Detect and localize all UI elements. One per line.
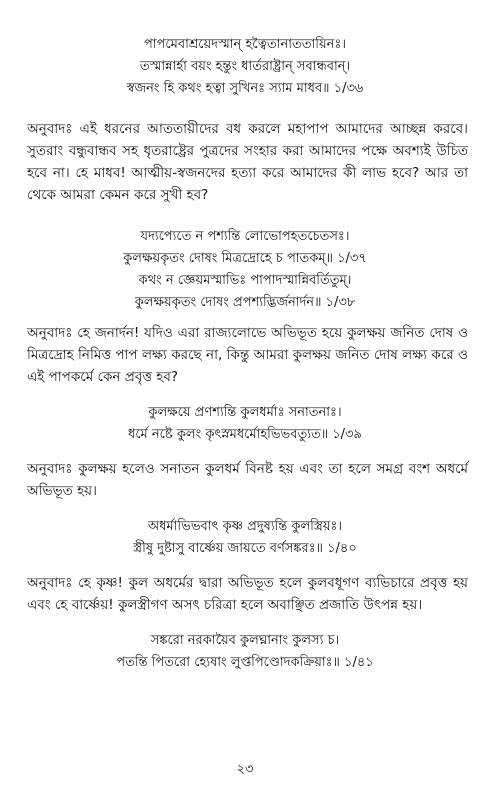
- verse-block-1-37-38: [0, 226, 490, 314]
- translation-block-1-36: [0, 118, 490, 206]
- translation-line: করবে। সুতরাং বন্ধুবান্ধব সহ ধৃতরাষ্ট্রের পুত্রদের সংহার করা আমাদের পক্ষে: [27, 121, 468, 159]
- verse-line: কুলক্ষয়ে প্রণশ্যন্তি কুলধর্মাঃ সনাতনাঃ।: [148, 405, 342, 420]
- translation-paragraph: [27, 118, 468, 206]
- translation-line: অবশ্যই উচিত হবে না। হে মাধব! আত্মীয়-স্বজনদের হত্যা করে আমাদের: [27, 143, 468, 181]
- translation-block-1-39: [0, 458, 490, 502]
- verse-block-1-40: [0, 516, 490, 560]
- verse-line: কুলক্ষয়কৃতং দোষং মিত্রদ্রোহে চ পাতকম্॥ ১/৩৭: [123, 251, 367, 266]
- translation-block-1-37-38: [0, 322, 490, 388]
- translation-block-1-40: [0, 572, 490, 616]
- translation-line: দোষ ও মিত্রদ্রোহ নিমিত্ত পাপ লক্ষ্য করছে না, কিন্তু আমরা কুলক্ষয় জনিত: [27, 325, 469, 363]
- verse-line: পাপমেবাশ্রয়েদস্মান্ হত্বৈতানাততায়িনঃ।: [143, 37, 347, 52]
- translation-line: দোষ লক্ষ্য করে ও এই পাপকর্মে কেন প্রবৃত্ত হব?: [27, 347, 469, 385]
- translation-line: অনুবাদঃ এই ধরনের আততায়ীদের বধ করলে মহাপাপ আমাদের আচ্ছন্ন: [27, 121, 427, 137]
- verse-block-1-36: [0, 34, 490, 100]
- translation-line: অধর্মে অভিভূত হয়।: [27, 461, 468, 499]
- verse-line: পতন্তি পিতরো হ্যেষাং লুপ্তপিণ্ডোদকক্রিয়াঃ॥ ১/৪১: [116, 655, 374, 670]
- verse-line: ধর্মে নষ্টে কুলং কৃৎস্নমধর্মোহভিভবত্যুত॥ ১/৩৯: [128, 427, 362, 442]
- verse-line: কুলক্ষয়কৃতং দোষং প্রপশ্যদ্ভির্জনার্দন॥ ১/৩৮: [134, 295, 356, 310]
- translation-paragraph: [27, 322, 468, 388]
- verse-block-1-41: [0, 630, 490, 674]
- translation-line: অনুবাদঃ হে কৃষ্ণ! কুল অধর্মের দ্বারা অভিভূত হলে কুলবধূগণ ব্যভিচারে: [27, 575, 415, 591]
- translation-line: অনুবাদঃ হে জনার্দন! যদিও এরা রাজ্যলোভে অভিভূত হয়ে কুলক্ষয় জনিত: [27, 325, 425, 341]
- verse-line: কথং ন জ্ঞেয়মস্মাভিঃ পাপাদস্মান্নিবর্তিতুম্।: [138, 273, 352, 288]
- verse-line: অধর্মাভিভবাৎ কৃষ্ণ প্রদুষ্যন্তি কুলস্ত্রিয়ঃ।: [147, 519, 343, 534]
- verse-line: স্বজনং হি কথং হত্বা সুখিনঃ স্যাম মাধব॥ ১/৩৬: [126, 81, 364, 96]
- page-number: ২৩: [236, 762, 254, 777]
- translation-line: কী লাভ হবে? আর তা থেকে আমরা কেমন করে সুখী হব?: [27, 165, 468, 203]
- translation-paragraph: [27, 572, 468, 616]
- translation-line: অনুবাদঃ কুলক্ষয় হলেও সনাতন কুলধর্ম বিনষ্ট হয় এবং তা হলে সমগ্র বংশ: [27, 461, 431, 477]
- verse-line: স্ত্রীষু দুষ্টাসু বার্ষ্ণেয় জায়তে বর্ণসঙ্করঃ॥ ১/৪০: [133, 541, 357, 556]
- translation-line: প্রবৃত্ত হয় এবং হে বার্ষ্ণেয়! কুলস্ত্রীগণ অসৎ চরিত্রা হলে অবাঞ্ছিত প্রজাতি: [27, 575, 468, 613]
- translation-line: উৎপন্ন হয়।: [363, 597, 423, 613]
- verse-line: যদ্যপ্যেতে ন পশ্যন্তি লোভোপহতচেতসঃ।: [140, 229, 350, 244]
- verse-block-1-39: [0, 402, 490, 446]
- verse-line: তস্মান্নার্হা বয়ং হন্তুং ধার্তরাষ্ট্রান্ সবান্ধবান্।: [139, 59, 351, 74]
- verse-line: সঙ্করো নরকায়ৈব কুলঘ্নানাং কুলস্য চ।: [150, 633, 340, 648]
- translation-paragraph: [27, 458, 468, 502]
